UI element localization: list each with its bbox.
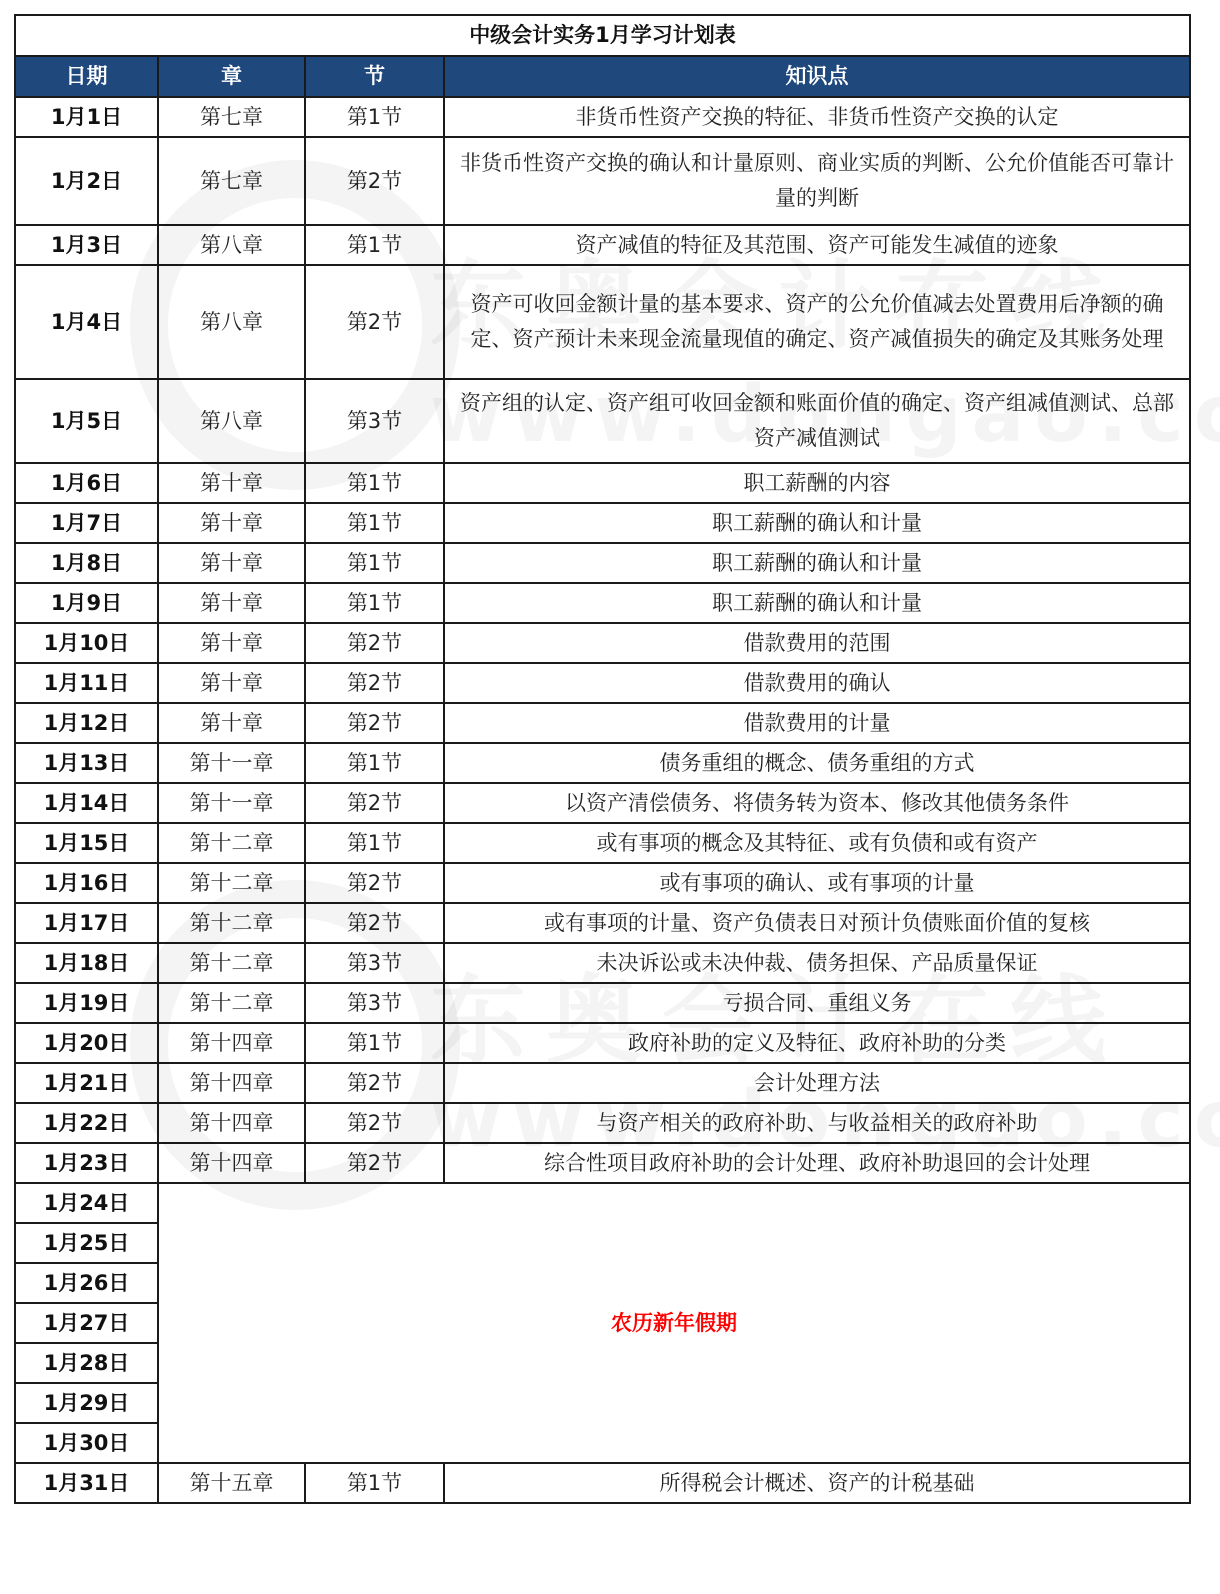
table-row: [15, 743, 1190, 783]
chapter-cell: 第十章: [158, 703, 305, 743]
date-cell: 1月11日: [15, 663, 158, 703]
table-title: 中级会计实务1月学习计划表: [15, 15, 1190, 56]
chapter-cell: 第十二章: [158, 823, 305, 863]
section-cell: 第1节: [305, 97, 444, 137]
date-cell: 1月9日: [15, 583, 158, 623]
knowledge-cell: 或有事项的计量、资产负债表日对预计负债账面价值的复核: [444, 903, 1190, 943]
table-row: [15, 623, 1190, 663]
section-cell: 第1节: [305, 1463, 444, 1503]
section-cell: 第3节: [305, 943, 444, 983]
date-cell: 1月15日: [15, 823, 158, 863]
date-cell: 1月26日: [15, 1263, 158, 1303]
date-cell: 1月27日: [15, 1303, 158, 1343]
chapter-cell: 第十一章: [158, 743, 305, 783]
knowledge-cell: 资产可收回金额计量的基本要求、资产的公允价值减去处置费用后净额的确定、资产预计未来现金流量现值的确定、资产减值损失的确定及其账务处理: [444, 265, 1190, 379]
chapter-cell: 第十四章: [158, 1063, 305, 1103]
table-row: [15, 663, 1190, 703]
table-row: [15, 703, 1190, 743]
date-cell: 1月24日: [15, 1183, 158, 1223]
chapter-cell: 第十二章: [158, 863, 305, 903]
table-row: [15, 225, 1190, 265]
section-cell: 第1节: [305, 743, 444, 783]
knowledge-cell: 或有事项的确认、或有事项的计量: [444, 863, 1190, 903]
chapter-cell: 第十五章: [158, 1463, 305, 1503]
date-cell: 1月29日: [15, 1383, 158, 1423]
table-row: [15, 943, 1190, 983]
section-cell: 第2节: [305, 783, 444, 823]
date-cell: 1月28日: [15, 1343, 158, 1383]
chapter-cell: 第十章: [158, 503, 305, 543]
date-cell: 1月7日: [15, 503, 158, 543]
knowledge-cell: 资产组的认定、资产组可收回金额和账面价值的确定、资产组减值测试、总部资产减值测试: [444, 379, 1190, 463]
table-row: [15, 543, 1190, 583]
section-cell: 第3节: [305, 983, 444, 1023]
date-cell: 1月12日: [15, 703, 158, 743]
header-section: 节: [305, 56, 444, 97]
knowledge-cell: 职工薪酬的确认和计量: [444, 543, 1190, 583]
chapter-cell: 第八章: [158, 379, 305, 463]
section-cell: 第2节: [305, 903, 444, 943]
table-row: [15, 1023, 1190, 1063]
knowledge-cell: 会计处理方法: [444, 1063, 1190, 1103]
date-cell: 1月14日: [15, 783, 158, 823]
chapter-cell: 第十二章: [158, 983, 305, 1023]
holiday-row: [15, 1183, 1190, 1223]
date-cell: 1月6日: [15, 463, 158, 503]
date-cell: 1月19日: [15, 983, 158, 1023]
date-cell: 1月30日: [15, 1423, 158, 1463]
date-cell: 1月1日: [15, 97, 158, 137]
chapter-cell: 第十章: [158, 663, 305, 703]
section-cell: 第3节: [305, 379, 444, 463]
section-cell: 第1节: [305, 583, 444, 623]
date-cell: 1月4日: [15, 265, 158, 379]
section-cell: 第2节: [305, 1103, 444, 1143]
date-cell: 1月5日: [15, 379, 158, 463]
date-cell: 1月21日: [15, 1063, 158, 1103]
date-cell: 1月17日: [15, 903, 158, 943]
study-plan-table: [14, 14, 1191, 1504]
chapter-cell: 第十章: [158, 583, 305, 623]
header-knowledge: 知识点: [444, 56, 1190, 97]
knowledge-cell: 借款费用的确认: [444, 663, 1190, 703]
date-cell: 1月22日: [15, 1103, 158, 1143]
table-row: [15, 1103, 1190, 1143]
date-cell: 1月16日: [15, 863, 158, 903]
knowledge-cell: 政府补助的定义及特征、政府补助的分类: [444, 1023, 1190, 1063]
knowledge-cell: 非货币性资产交换的确认和计量原则、商业实质的判断、公允价值能否可靠计量的判断: [444, 137, 1190, 225]
section-cell: 第2节: [305, 663, 444, 703]
knowledge-cell: 资产减值的特征及其范围、资产可能发生减值的迹象: [444, 225, 1190, 265]
table-row: [15, 1143, 1190, 1183]
knowledge-cell: 借款费用的计量: [444, 703, 1190, 743]
table-row: [15, 863, 1190, 903]
table-row: [15, 503, 1190, 543]
knowledge-cell: 职工薪酬的确认和计量: [444, 583, 1190, 623]
chapter-cell: 第八章: [158, 225, 305, 265]
chapter-cell: 第十四章: [158, 1023, 305, 1063]
date-cell: 1月25日: [15, 1223, 158, 1263]
chapter-cell: 第十四章: [158, 1103, 305, 1143]
section-cell: 第1节: [305, 1023, 444, 1063]
knowledge-cell: 非货币性资产交换的特征、非货币性资产交换的认定: [444, 97, 1190, 137]
knowledge-cell: 与资产相关的政府补助、与收益相关的政府补助: [444, 1103, 1190, 1143]
section-cell: 第2节: [305, 1063, 444, 1103]
knowledge-cell: 亏损合同、重组义务: [444, 983, 1190, 1023]
header-row: [15, 56, 1190, 97]
knowledge-cell: 综合性项目政府补助的会计处理、政府补助退回的会计处理: [444, 1143, 1190, 1183]
chapter-cell: 第十二章: [158, 903, 305, 943]
section-cell: 第2节: [305, 265, 444, 379]
section-cell: 第2节: [305, 137, 444, 225]
header-date: 日期: [15, 56, 158, 97]
date-cell: 1月8日: [15, 543, 158, 583]
table-row: [15, 783, 1190, 823]
chapter-cell: 第十章: [158, 543, 305, 583]
chapter-cell: 第八章: [158, 265, 305, 379]
holiday-label: 农历新年假期: [158, 1183, 1190, 1463]
knowledge-cell: 所得税会计概述、资产的计税基础: [444, 1463, 1190, 1503]
table-row: [15, 379, 1190, 463]
chapter-cell: 第十章: [158, 463, 305, 503]
section-cell: 第1节: [305, 463, 444, 503]
table-row: [15, 1463, 1190, 1503]
knowledge-cell: 职工薪酬的内容: [444, 463, 1190, 503]
chapter-cell: 第七章: [158, 137, 305, 225]
section-cell: 第2节: [305, 623, 444, 663]
date-cell: 1月3日: [15, 225, 158, 265]
section-cell: 第1节: [305, 823, 444, 863]
knowledge-cell: 借款费用的范围: [444, 623, 1190, 663]
knowledge-cell: 未决诉讼或未决仲裁、债务担保、产品质量保证: [444, 943, 1190, 983]
section-cell: 第1节: [305, 503, 444, 543]
date-cell: 1月23日: [15, 1143, 158, 1183]
knowledge-cell: 职工薪酬的确认和计量: [444, 503, 1190, 543]
table-row: [15, 903, 1190, 943]
section-cell: 第2节: [305, 1143, 444, 1183]
table-row: [15, 583, 1190, 623]
date-cell: 1月20日: [15, 1023, 158, 1063]
table-row: [15, 97, 1190, 137]
section-cell: 第2节: [305, 703, 444, 743]
table-row: [15, 1063, 1190, 1103]
date-cell: 1月2日: [15, 137, 158, 225]
chapter-cell: 第七章: [158, 97, 305, 137]
header-chapter: 章: [158, 56, 305, 97]
section-cell: 第1节: [305, 543, 444, 583]
section-cell: 第2节: [305, 863, 444, 903]
knowledge-cell: 或有事项的概念及其特征、或有负债和或有资产: [444, 823, 1190, 863]
chapter-cell: 第十四章: [158, 1143, 305, 1183]
date-cell: 1月31日: [15, 1463, 158, 1503]
chapter-cell: 第十章: [158, 623, 305, 663]
table-row: [15, 983, 1190, 1023]
table-row: [15, 463, 1190, 503]
table-row: [15, 823, 1190, 863]
knowledge-cell: 以资产清偿债务、将债务转为资本、修改其他债务条件: [444, 783, 1190, 823]
chapter-cell: 第十一章: [158, 783, 305, 823]
section-cell: 第1节: [305, 225, 444, 265]
date-cell: 1月13日: [15, 743, 158, 783]
chapter-cell: 第十二章: [158, 943, 305, 983]
date-cell: 1月18日: [15, 943, 158, 983]
date-cell: 1月10日: [15, 623, 158, 663]
table-row: [15, 137, 1190, 225]
table-row: [15, 265, 1190, 379]
knowledge-cell: 债务重组的概念、债务重组的方式: [444, 743, 1190, 783]
